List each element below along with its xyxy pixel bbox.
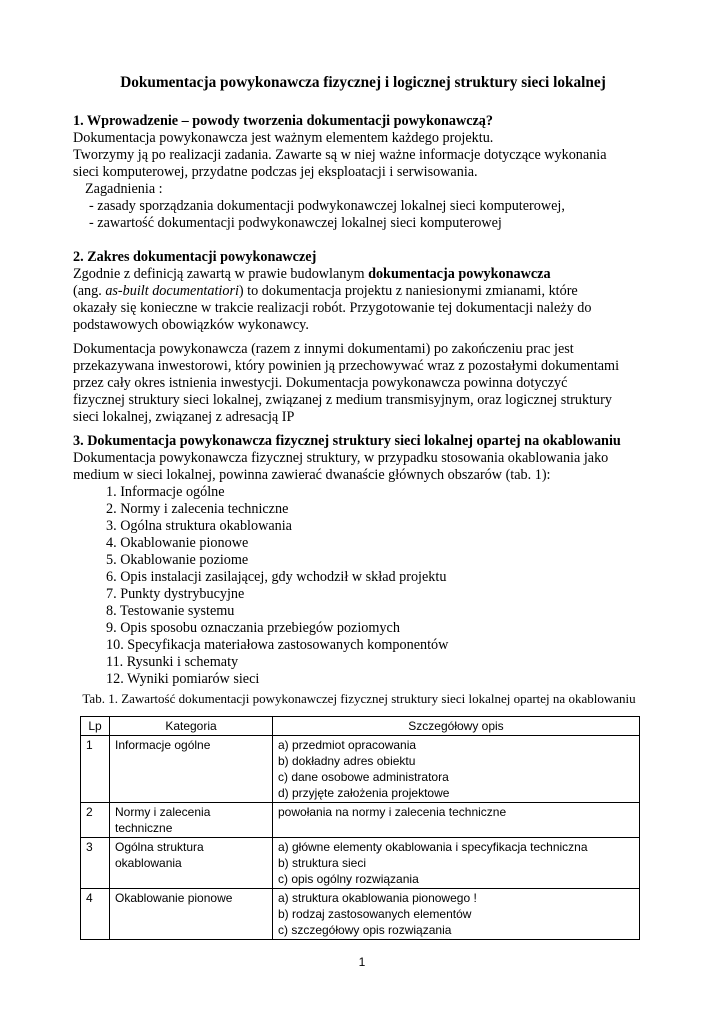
description-line: powołania na normy i zalecenia techniczne — [278, 805, 507, 819]
section-2-line: Dokumentacja powykonawcza (razem z innymi dokumentami) po zakończeniu prac jest — [73, 341, 574, 357]
section-2-text: Zgodnie z definicją zawartą w prawie budowlanym — [73, 266, 369, 282]
content-table — [80, 716, 640, 940]
table-cell-category: Ogólna struktura okablowania — [110, 838, 273, 889]
description-line: a) przedmiot opracowania — [278, 738, 417, 752]
list-item: - zasady sporządzania dokumentacji podwykonawczej lokalnej sieci komputerowej, — [89, 198, 565, 214]
list-item: 5. Okablowanie poziome — [106, 552, 249, 568]
description-line: b) struktura sieci — [278, 856, 367, 870]
section-1-heading: 1. Wprowadzenie – powody tworzenia dokumentacji powykonawczą? — [73, 113, 493, 129]
description-line: d) przyjęte założenia projektowe — [278, 786, 450, 800]
list-item: 7. Punkty dystrybucyjne — [106, 586, 245, 602]
table-header-cell: Szczegółowy opis — [273, 717, 640, 736]
table-cell-lp: 3 — [81, 838, 110, 889]
section-3-heading: 3. Dokumentacja powykonawcza fizycznej struktury sieci lokalnej opartej na okablowaniu — [73, 433, 621, 449]
table-cell-category: Normy i zalecenia techniczne — [110, 803, 273, 838]
list-item: 12. Wyniki pomiarów sieci — [106, 671, 260, 687]
section-2-paragraph-1 — [73, 266, 653, 283]
list-item: 4. Okablowanie pionowe — [106, 535, 249, 551]
section-2-line: okazały się konieczne w trakcie realizacji robót. Przygotowanie tej dokumentacji należy do — [73, 300, 592, 316]
table-header-row — [81, 717, 640, 736]
table-cell-lp: 1 — [81, 736, 110, 803]
section-2-line: fizycznej struktury sieci lokalnej, związanej z medium transmisyjnym, oraz logicznej struktury — [73, 392, 612, 408]
section-1-line: Dokumentacja powykonawcza jest ważnym elementem każdego projektu. — [73, 130, 494, 146]
list-item: 11. Rysunki i schematy — [106, 654, 239, 670]
section-2-heading: 2. Zakres dokumentacji powykonawczej — [73, 249, 317, 265]
table-row — [81, 838, 640, 889]
description-line: b) dokładny adres obiektu — [278, 754, 416, 768]
list-item: 6. Opis instalacji zasilającej, gdy wchodził w skład projektu — [106, 569, 447, 585]
list-item: 10. Specyfikacja materiałowa zastosowanych komponentów — [106, 637, 449, 653]
table-cell-description — [273, 889, 640, 940]
list-item: - zawartość dokumentacji podwykonawczej lokalnej sieci komputerowej — [89, 215, 502, 231]
list-item: 2. Normy i zalecenia techniczne — [106, 501, 289, 517]
page-number: 1 — [358, 955, 366, 969]
section-2-line: przez cały okres istnienia inwestycji. Dokumentacja powykonawcza powinna dotyczyć — [73, 375, 568, 391]
section-2-line: sieci lokalnej, związanej z adresacją IP — [73, 409, 295, 425]
section-2-italic-term: as-built documentatiori — [105, 283, 239, 299]
section-1-line: sieci komputerowej, przydatne podczas jej eksploatacji i serwisowania. — [73, 164, 478, 180]
list-item: 9. Opis sposobu oznaczania przebiegów poziomych — [106, 620, 400, 636]
description-line: a) struktura okablowania pionowego ! — [278, 891, 477, 905]
table-cell-description — [273, 736, 640, 803]
section-2-bold-term: dokumentacja powykonawcza — [368, 266, 551, 282]
table-header-cell: Kategoria — [110, 717, 273, 736]
section-2-line — [73, 283, 653, 300]
table-row — [81, 736, 640, 803]
table-row — [81, 803, 640, 838]
section-2-text: (ang. — [73, 283, 106, 299]
table-header-cell: Lp — [81, 717, 110, 736]
document-body — [73, 74, 653, 707]
description-line: c) dane osobowe administratora — [278, 770, 449, 784]
page-title: Dokumentacja powykonawcza fizycznej i logicznej struktury sieci lokalnej — [120, 74, 606, 91]
list-item: 8. Testowanie systemu — [106, 603, 235, 619]
table-cell-category: Okablowanie pionowe — [110, 889, 273, 940]
section-2-text: ) to dokumentacja projektu z naniesionymi zmianami, które — [238, 283, 578, 299]
section-2-line: podstawowych obowiązków wykonawcy. — [73, 317, 309, 333]
section-1-subheading: Zagadnienia : — [85, 181, 163, 197]
table-cell-category: Informacje ogólne — [110, 736, 273, 803]
table-cell-lp: 2 — [81, 803, 110, 838]
table-cell-description — [273, 803, 640, 838]
section-3-line: Dokumentacja powykonawcza fizycznej struktury, w przypadku stosowania okablowania jako — [73, 450, 609, 466]
section-3-line: medium w sieci lokalnej, powinna zawierać dwanaście głównych obszarów (tab. 1): — [73, 467, 551, 483]
list-item: 3. Ogólna struktura okablowania — [106, 518, 292, 534]
table-caption: Tab. 1. Zawartość dokumentacji powykonawczej fizycznej struktury sieci lokalnej opartej na okablowaniu — [82, 691, 636, 706]
table-row — [81, 889, 640, 940]
table-cell-lp: 4 — [81, 889, 110, 940]
description-line: b) rodzaj zastosowanych elementów — [278, 907, 472, 921]
section-1-line: Tworzymy ją po realizacji zadania. Zawarte są w niej ważne informacje dotyczące wykonania — [73, 147, 607, 163]
description-line: a) główne elementy okablowania i specyfikacja techniczna — [278, 840, 588, 854]
section-2-line: przekazywana inwestorowi, który powinien ją przechowywać wraz z pozostałymi dokumentami — [73, 358, 620, 374]
list-item: 1. Informacje ogólne — [106, 484, 225, 500]
description-line: c) opis ogólny rozwiązania — [278, 872, 419, 886]
numbered-list — [73, 484, 653, 688]
table-cell-description — [273, 838, 640, 889]
description-line: c) szczegółowy opis rozwiązania — [278, 923, 452, 937]
